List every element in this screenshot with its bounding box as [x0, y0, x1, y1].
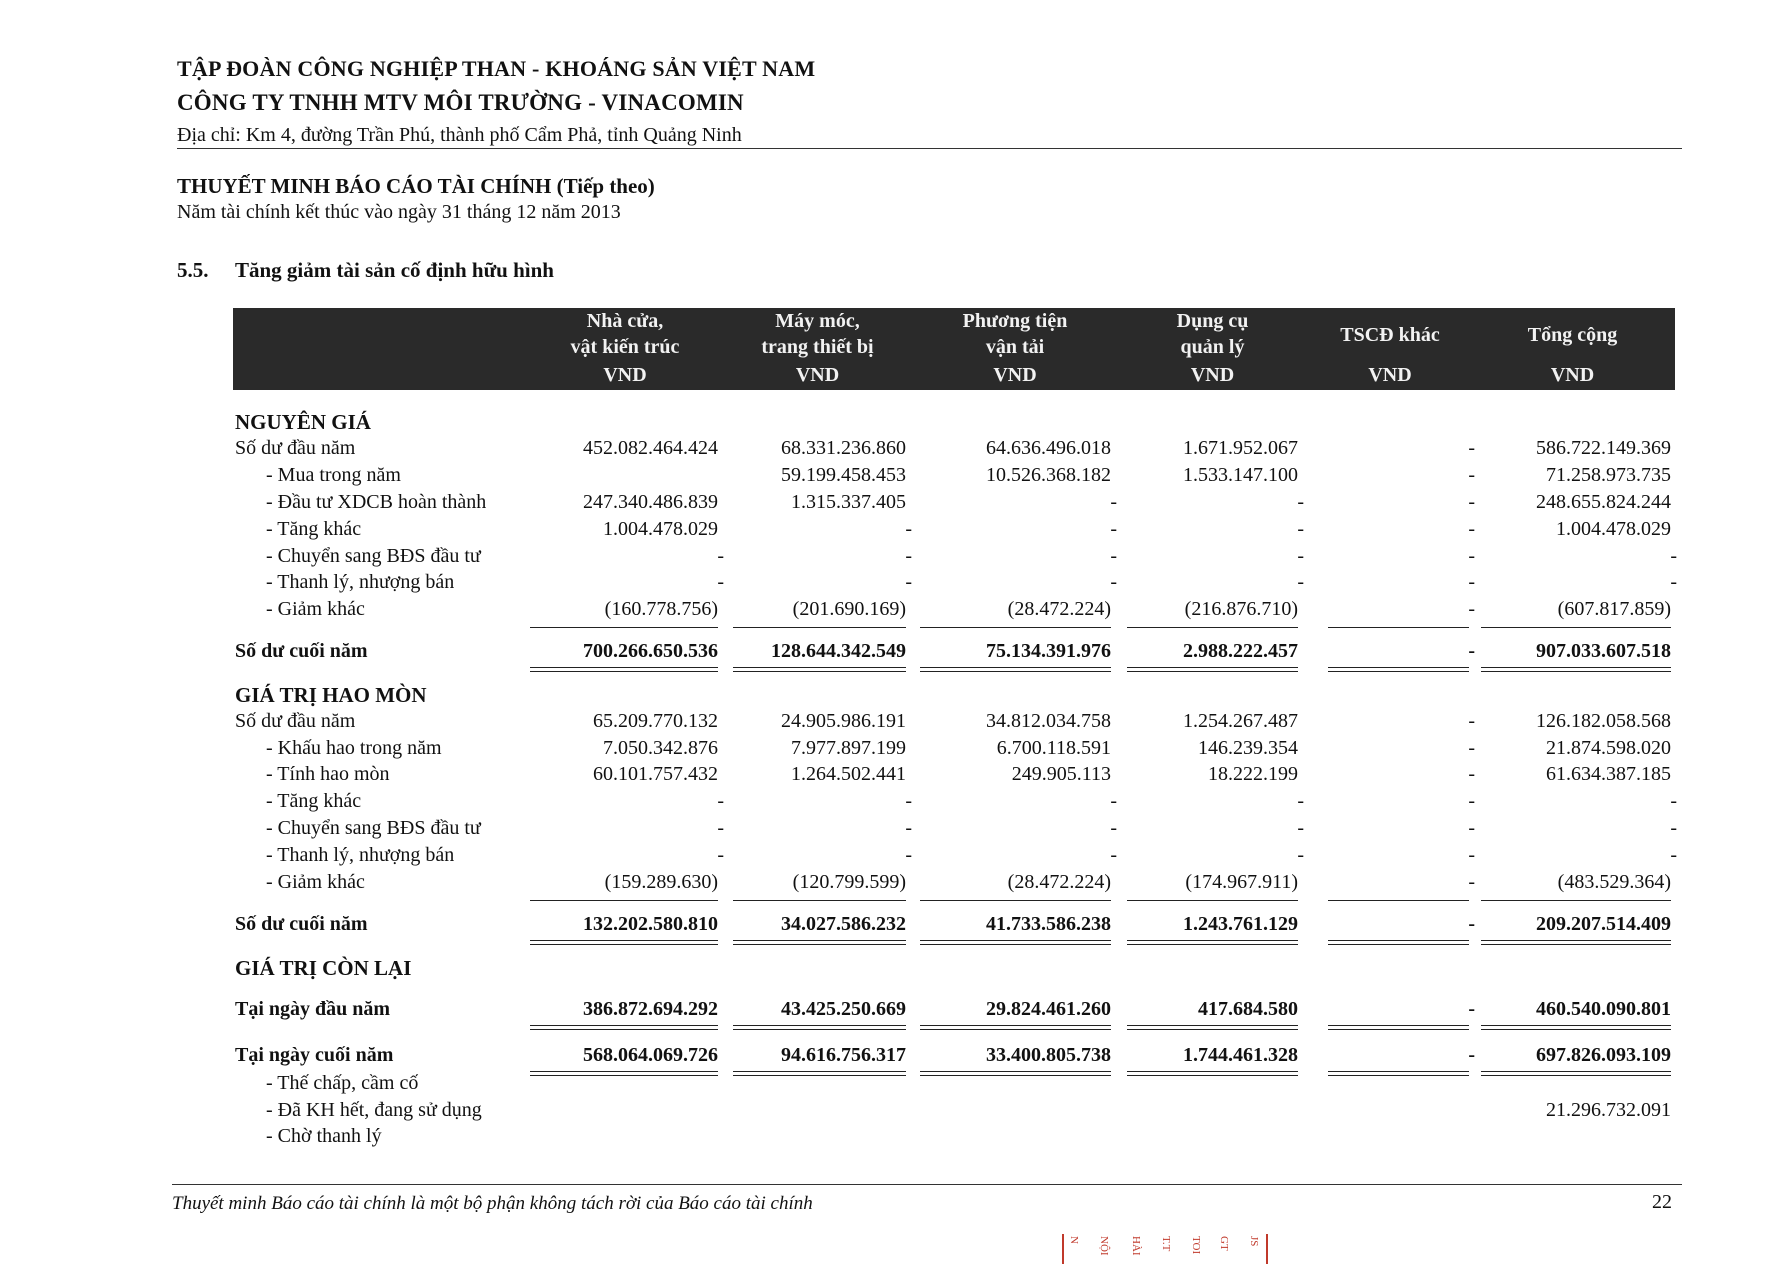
row-value: 586.722.149.369	[1536, 437, 1671, 459]
row-value: 60.101.757.432	[593, 763, 718, 785]
row-label: GIÁ TRỊ HAO MÒN	[235, 683, 427, 707]
stamp-text: T.T	[1160, 1236, 1172, 1252]
total-rule	[920, 1025, 1111, 1026]
row-value: 61.634.387.185	[1546, 763, 1671, 785]
total-rule	[733, 667, 906, 668]
row-value: 71.258.973.735	[1546, 464, 1671, 486]
row-value: (483.529.364)	[1557, 871, 1671, 893]
column-header	[915, 308, 1115, 390]
total-rule	[1127, 1025, 1298, 1026]
table-row	[0, 410, 1775, 436]
row-value: 386.872.694.292	[583, 998, 718, 1020]
row-label: - Tính hao mòn	[266, 763, 390, 785]
row-value: 417.684.580	[1198, 998, 1298, 1020]
row-value: 248.655.824.244	[1536, 491, 1671, 513]
row-value: -	[717, 817, 724, 839]
total-rule	[1481, 667, 1671, 668]
row-value: -	[1297, 518, 1304, 540]
row-value: 452.082.464.424	[583, 437, 718, 459]
row-value: 146.239.354	[1198, 737, 1298, 759]
row-value: -	[1468, 464, 1475, 486]
row-label: - Tăng khác	[266, 518, 362, 540]
column-header	[530, 308, 720, 390]
row-value: 1.315.337.405	[791, 491, 906, 513]
table-header	[233, 308, 1675, 390]
row-value: -	[1468, 545, 1475, 567]
stamp-text: N	[1068, 1236, 1080, 1244]
row-value: -	[717, 571, 724, 593]
subtotal-rule	[530, 627, 718, 628]
row-value: 700.266.650.536	[583, 640, 718, 662]
header-divider	[177, 148, 1682, 149]
row-value: -	[1670, 571, 1677, 593]
row-value: -	[1468, 844, 1475, 866]
column-title-line: Máy móc,	[775, 310, 860, 332]
row-label: - Chuyển sang BĐS đầu tư	[266, 545, 481, 567]
row-value: 33.400.805.738	[986, 1044, 1111, 1066]
stamp-text: HÀI	[1130, 1236, 1142, 1256]
total-rule	[1481, 1025, 1671, 1026]
column-unit: VND	[993, 364, 1037, 386]
total-rule	[733, 944, 906, 945]
row-label: - Mua trong năm	[266, 464, 401, 486]
subtotal-rule	[1481, 627, 1671, 628]
column-header	[1310, 308, 1470, 390]
row-value: (28.472.224)	[1007, 598, 1111, 620]
row-value: -	[1468, 817, 1475, 839]
row-label: - Tăng khác	[266, 790, 362, 812]
row-value: -	[905, 844, 912, 866]
section-title: Tăng giảm tài sản cố định hữu hình	[235, 258, 554, 282]
row-label: NGUYÊN GIÁ	[235, 410, 371, 434]
total-rule	[1127, 671, 1298, 672]
row-value: -	[1468, 913, 1475, 935]
row-value: -	[1468, 737, 1475, 759]
total-rule	[1481, 1029, 1671, 1030]
row-value: -	[1468, 1044, 1475, 1066]
table-row	[0, 844, 1775, 870]
table-row	[0, 437, 1775, 463]
table-row	[0, 956, 1775, 982]
row-value: 18.222.199	[1208, 763, 1298, 785]
row-label: - Đầu tư XDCB hoàn thành	[266, 491, 487, 513]
table-row	[0, 710, 1775, 736]
row-value: 1.254.267.487	[1183, 710, 1298, 732]
row-value: -	[1468, 790, 1475, 812]
column-header	[1115, 308, 1310, 390]
row-value: -	[717, 844, 724, 866]
total-rule	[530, 1025, 718, 1026]
row-value: -	[1670, 790, 1677, 812]
row-value: (160.778.756)	[604, 598, 718, 620]
row-value: 128.644.342.549	[771, 640, 906, 662]
row-value: -	[1468, 640, 1475, 662]
row-value: 7.977.897.199	[791, 737, 906, 759]
table-row	[0, 518, 1775, 544]
column-unit: VND	[1190, 364, 1235, 386]
table-row	[0, 763, 1775, 789]
row-value: 1.004.478.029	[603, 518, 718, 540]
row-value: -	[1297, 844, 1304, 866]
subtotal-rule	[733, 900, 906, 901]
total-rule	[920, 944, 1111, 945]
total-rule	[920, 671, 1111, 672]
stamp-text: NỘI	[1098, 1236, 1110, 1256]
table-row	[0, 598, 1775, 624]
row-value: 907.033.607.518	[1536, 640, 1671, 662]
stamp-border	[1062, 1234, 1064, 1264]
column-title-line: vật kiến trúc	[570, 336, 680, 358]
row-value: 6.700.118.591	[996, 737, 1111, 759]
company-address: Địa chỉ: Km 4, đường Trần Phú, thành phố Cẩm Phả, tỉnh Quảng Ninh	[177, 124, 742, 146]
total-rule	[530, 944, 718, 945]
total-rule	[920, 667, 1111, 668]
row-value: -	[1468, 518, 1475, 540]
row-value: 21.296.732.091	[1546, 1099, 1671, 1121]
document-subtitle: Năm tài chính kết thúc vào ngày 31 tháng 12 năm 2013	[177, 201, 621, 223]
row-value: 34.812.034.758	[986, 710, 1111, 732]
row-value: 94.616.756.317	[781, 1044, 906, 1066]
table-row	[0, 491, 1775, 517]
red-stamp-mark	[1060, 1232, 1270, 1268]
row-label: Số dư cuối năm	[235, 913, 368, 935]
total-rule	[920, 1029, 1111, 1030]
row-label: - Thanh lý, nhượng bán	[266, 844, 455, 866]
row-value: -	[1110, 790, 1117, 812]
total-rule	[530, 940, 718, 941]
total-rule	[733, 940, 906, 941]
table-row	[0, 1044, 1775, 1070]
row-label: - Chờ thanh lý	[266, 1125, 382, 1147]
column-title-line: Nhà cửa,	[586, 310, 664, 332]
column-title-line: Dụng cụ	[1176, 310, 1249, 332]
subtotal-rule	[920, 627, 1111, 628]
document-title: THUYẾT MINH BÁO CÁO TÀI CHÍNH (Tiếp theo)	[177, 174, 655, 198]
subtotal-rule	[1481, 900, 1671, 901]
row-value: 126.182.058.568	[1536, 710, 1671, 732]
total-rule	[733, 1025, 906, 1026]
table-row	[0, 998, 1775, 1024]
subtotal-rule	[1127, 627, 1298, 628]
row-label: Số dư đầu năm	[235, 710, 356, 732]
row-label: Tại ngày đầu năm	[235, 998, 391, 1020]
row-value: -	[1110, 545, 1117, 567]
row-value: 1.533.147.100	[1183, 464, 1298, 486]
total-rule	[1481, 671, 1671, 672]
column-title-line: Phương tiện	[962, 310, 1068, 332]
row-value: (607.817.859)	[1557, 598, 1671, 620]
row-value: -	[1110, 817, 1117, 839]
footer-divider	[172, 1184, 1682, 1185]
footer-note: Thuyết minh Báo cáo tài chính là một bộ phận không tách rời của Báo cáo tài chính	[172, 1193, 813, 1214]
row-value: 41.733.586.238	[986, 913, 1111, 935]
stamp-text: JS	[1248, 1236, 1260, 1247]
company-name: CÔNG TY TNHH MTV MÔI TRƯỜNG - VINACOMIN	[177, 90, 744, 115]
table-row	[0, 1099, 1775, 1125]
subtotal-rule	[733, 627, 906, 628]
row-value: -	[1468, 710, 1475, 732]
total-rule	[530, 667, 718, 668]
section-heading	[177, 258, 554, 283]
row-value: 43.425.250.669	[781, 998, 906, 1020]
table-row	[0, 1125, 1775, 1151]
column-title-line: TSCĐ khác	[1340, 324, 1440, 346]
table-row	[0, 737, 1775, 763]
table-row	[0, 683, 1775, 709]
total-rule	[920, 940, 1111, 941]
row-value: -	[1468, 491, 1475, 513]
row-value: 1.744.461.328	[1183, 1044, 1298, 1066]
total-rule	[1481, 944, 1671, 945]
column-title-line: trang thiết bị	[761, 336, 874, 358]
row-value: (216.876.710)	[1184, 598, 1298, 620]
column-title-line: Tổng cộng	[1527, 324, 1618, 346]
subtotal-rule	[920, 900, 1111, 901]
column-title-line: vận tải	[985, 336, 1045, 358]
row-value: (28.472.224)	[1007, 871, 1111, 893]
row-value: 7.050.342.876	[603, 737, 718, 759]
row-value: -	[1110, 571, 1117, 593]
row-value: -	[1297, 817, 1304, 839]
row-value: -	[717, 545, 724, 567]
row-value: 59.199.458.453	[781, 464, 906, 486]
column-unit: VND	[1550, 364, 1595, 386]
row-value: 65.209.770.132	[593, 710, 718, 732]
row-value: -	[1468, 571, 1475, 593]
row-value: -	[1468, 998, 1475, 1020]
row-value: 21.874.598.020	[1546, 737, 1671, 759]
row-value: -	[905, 790, 912, 812]
total-rule	[1127, 1029, 1298, 1030]
column-title-line: quản lý	[1180, 336, 1245, 358]
row-value: -	[717, 790, 724, 812]
total-rule	[1481, 940, 1671, 941]
row-label: - Thanh lý, nhượng bán	[266, 571, 455, 593]
row-value: -	[1670, 817, 1677, 839]
row-value: -	[1110, 844, 1117, 866]
row-value: -	[1468, 871, 1475, 893]
table-row	[0, 464, 1775, 490]
table-row	[0, 640, 1775, 666]
total-rule	[1127, 940, 1298, 941]
row-label: - Giảm khác	[266, 598, 365, 620]
row-value: 68.331.236.860	[781, 437, 906, 459]
row-label: Số dư đầu năm	[235, 437, 356, 459]
column-unit: VND	[603, 364, 647, 386]
total-rule	[1328, 671, 1469, 672]
table-row	[0, 817, 1775, 843]
row-value: 209.207.514.409	[1536, 913, 1671, 935]
row-label: - Chuyển sang BĐS đầu tư	[266, 817, 481, 839]
row-value: 10.526.368.182	[986, 464, 1111, 486]
total-rule	[733, 1029, 906, 1030]
table-row	[0, 571, 1775, 597]
section-number: 5.5.	[177, 258, 209, 282]
row-value: -	[1468, 598, 1475, 620]
stamp-text: TOI	[1190, 1236, 1202, 1255]
row-label: - Giảm khác	[266, 871, 365, 893]
row-value: 64.636.496.018	[986, 437, 1111, 459]
row-value: -	[905, 518, 912, 540]
column-header	[720, 308, 915, 390]
group-name: TẬP ĐOÀN CÔNG NGHIỆP THAN - KHOÁNG SẢN VIỆT NAM	[177, 56, 816, 81]
row-value: -	[1670, 545, 1677, 567]
row-value: 460.540.090.801	[1536, 998, 1671, 1020]
subtotal-rule	[1127, 900, 1298, 901]
total-rule	[1328, 940, 1469, 941]
total-rule	[530, 671, 718, 672]
table-row	[0, 1072, 1775, 1098]
row-value: -	[1297, 545, 1304, 567]
report-header	[177, 56, 815, 147]
row-value: 24.905.986.191	[781, 710, 906, 732]
row-value: 132.202.580.810	[583, 913, 718, 935]
subtotal-rule	[1328, 900, 1469, 901]
row-value: (120.799.599)	[792, 871, 906, 893]
row-value: (201.690.169)	[792, 598, 906, 620]
column-header	[1470, 308, 1675, 390]
row-value: -	[905, 817, 912, 839]
row-label: Số dư cuối năm	[235, 640, 368, 662]
row-label: Tại ngày cuối năm	[235, 1044, 394, 1066]
total-rule	[530, 1029, 718, 1030]
row-value: -	[1468, 437, 1475, 459]
row-value: 75.134.391.976	[986, 640, 1111, 662]
table-row	[0, 545, 1775, 571]
total-rule	[1328, 667, 1469, 668]
total-rule	[733, 671, 906, 672]
subtotal-rule	[1328, 627, 1469, 628]
row-value: -	[1297, 790, 1304, 812]
row-value: -	[1297, 571, 1304, 593]
row-value: -	[1670, 844, 1677, 866]
total-rule	[1328, 944, 1469, 945]
row-value: -	[905, 545, 912, 567]
row-value: -	[905, 571, 912, 593]
row-value: 1.671.952.067	[1183, 437, 1298, 459]
row-value: 568.064.069.726	[583, 1044, 718, 1066]
total-rule	[1328, 1029, 1469, 1030]
stamp-text: GT	[1218, 1236, 1230, 1251]
row-value: -	[1110, 518, 1117, 540]
column-unit: VND	[795, 364, 840, 386]
row-label: - Đã KH hết, đang sử dụng	[266, 1099, 482, 1121]
table-row	[0, 871, 1775, 897]
row-value: -	[1468, 763, 1475, 785]
row-value: (174.967.911)	[1185, 871, 1298, 893]
row-value: 697.826.093.109	[1536, 1044, 1671, 1066]
row-value: (159.289.630)	[604, 871, 718, 893]
row-value: -	[1110, 491, 1117, 513]
table-row	[0, 913, 1775, 939]
row-value: 29.824.461.260	[986, 998, 1111, 1020]
row-label: - Khấu hao trong năm	[266, 737, 442, 759]
row-value: 1.264.502.441	[791, 763, 906, 785]
stamp-border	[1266, 1234, 1268, 1264]
row-value: 1.243.761.129	[1183, 913, 1298, 935]
row-value: 1.004.478.029	[1556, 518, 1671, 540]
total-rule	[1328, 1025, 1469, 1026]
row-label: GIÁ TRỊ CÒN LẠI	[235, 956, 412, 980]
total-rule	[1127, 944, 1298, 945]
row-label: - Thế chấp, cầm cố	[266, 1072, 419, 1094]
total-rule	[1127, 667, 1298, 668]
row-value: 249.905.113	[1011, 763, 1111, 785]
row-value: 247.340.486.839	[583, 491, 718, 513]
row-value: -	[1297, 491, 1304, 513]
table-row	[0, 790, 1775, 816]
row-value: 2.988.222.457	[1183, 640, 1298, 662]
column-unit: VND	[1368, 364, 1412, 386]
row-value: 34.027.586.232	[781, 913, 906, 935]
page-number: 22	[1652, 1191, 1672, 1213]
subtotal-rule	[530, 900, 718, 901]
